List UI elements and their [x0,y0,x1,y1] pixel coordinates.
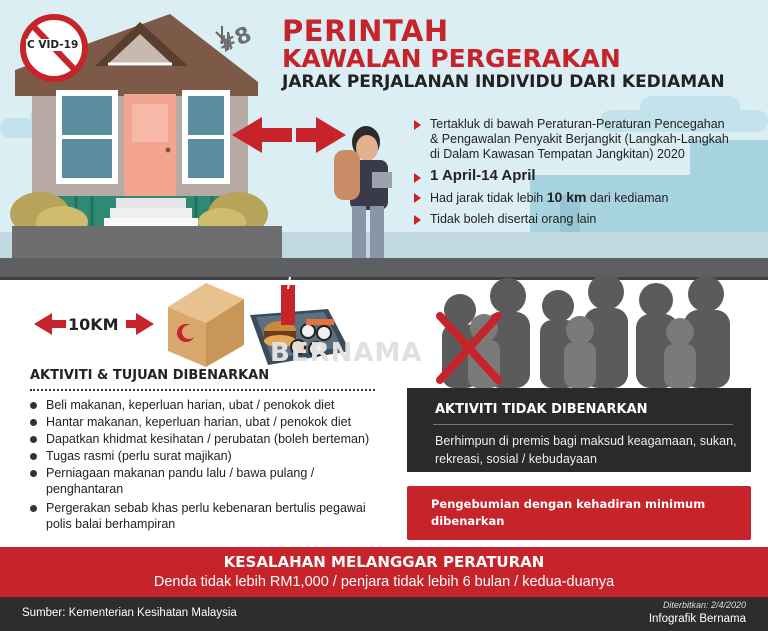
covid-badge-text: C VID-19 [27,39,79,51]
list-item: Pergerakan sebab khas perlu kebenaran bertulis pegawai polis balai berhampiran [30,500,380,534]
crowd-illustration [430,270,750,388]
list-item: Dapatkan khidmat kesihatan / perubatan (boleh berteman) [30,431,380,447]
brand-credit: Infografik Bernama [648,613,746,625]
not-allowed-panel [407,388,751,472]
arrow-icon [414,173,421,183]
distance-label: 10KM [68,315,119,334]
source-text: Sumber: Kementerian Kesihatan Malaysia [22,607,237,619]
list-item: Tugas rasmi (perlu surat majikan) [30,448,380,464]
title-divider [30,389,375,391]
bullet-icon [30,436,37,443]
arrow-icon [414,215,421,225]
info-point-regulation: Tertakluk di bawah Peraturan-Peraturan Pencegahan & Pengawalan Penyakit Berjangkit (Langkah-Langkah di Dalam Kawasan Tempatan Jangkitan) 2020 [414,117,734,167]
footer [0,597,768,631]
published-date: Diterbitkan: 2/4/2020 [662,600,746,610]
page-title-line2: KAWALAN PERGERAKAN [282,44,621,73]
bullet-icon [30,470,37,477]
bullet-icon [30,505,37,512]
arrow-icon [414,193,421,203]
funeral-note-panel [407,486,751,540]
covid-badge [10,8,90,82]
house-sign: #8 [214,22,256,59]
info-point-distance: Had jarak tidak lebih 10 km dari kediaman [414,190,734,210]
bullet-icon [30,402,37,409]
allowed-activities-title: AKTIVITI & TUJUAN DIBENARKAN [30,368,270,383]
page-subtitle: JARAK PERJALANAN INDIVIDU DARI KEDIAMAN [282,72,725,92]
funeral-note: Pengebumian dengan kehadiran minimum dibenarkan [431,497,706,528]
arrow-icon [414,120,421,130]
watermark: BERNAMA [270,338,423,368]
info-point-alone: Tidak boleh disertai orang lain [414,212,734,232]
page-title-line1: PERINTAH [282,14,449,48]
bullet-icon [30,419,37,426]
not-allowed-body: Berhimpun di premis bagi maksud keagamaan, sukan, rekreasi, sosial / kebudayaan [435,434,737,466]
list-item: Perniagaan makanan pandu lalu / bawa pulang / penghantaran [30,465,380,499]
bullet-icon [30,453,37,460]
panel-divider [433,424,733,425]
penalty-title: KESALAHAN MELANGGAR PERATURAN [223,553,545,571]
not-allowed-title: AKTIVITI TIDAK DIBENARKAN [435,402,648,417]
penalty-banner [0,547,768,597]
list-item: Beli makanan, keperluan harian, ubat / penokok diet [30,397,380,413]
list-item: Hantar makanan, keperluan harian, ubat / penokok diet [30,414,380,430]
penalty-body: Denda tidak lebih RM1,000 / penjara tidak lebih 6 bulan / kedua-duanya [153,574,615,590]
sky-background [0,0,768,258]
info-point-dates: 1 April-14 April [414,168,734,188]
